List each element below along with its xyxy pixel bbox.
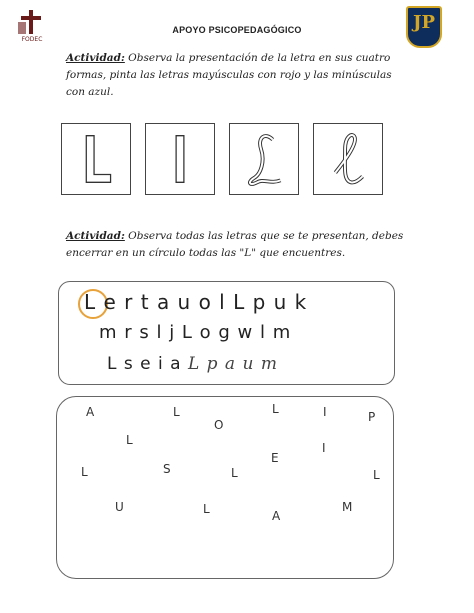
scatter-letter[interactable]: L — [173, 405, 180, 419]
activity-1-text: Observa la presentación de la letra en sus cuatro formas, pinta las letras mayúsculas con rojo y las minúsculas con azul. — [66, 52, 392, 98]
scatter-letter[interactable]: L — [203, 502, 210, 516]
scatter-letter[interactable]: S — [163, 462, 171, 476]
letter-row-3-cursive: L p a u m — [187, 354, 278, 374]
activity-1-instruction — [66, 50, 406, 101]
activity-2-instruction — [66, 228, 406, 262]
scatter-letter[interactable]: U — [115, 500, 124, 514]
letter-row-1: L e r t a u o l L p u k — [84, 290, 308, 314]
scatter-letter[interactable]: A — [86, 405, 95, 419]
scatter-letter[interactable]: I — [323, 405, 327, 419]
letter-row-3 — [107, 354, 278, 374]
outline-letter-uppercase-cursive — [230, 124, 298, 194]
scatter-letter[interactable]: I — [322, 441, 326, 455]
scatter-letter[interactable]: L — [373, 468, 380, 482]
letter-box-lowercase-print — [145, 123, 215, 195]
scatter-letter[interactable]: E — [271, 451, 279, 465]
scatter-letter[interactable]: L — [126, 433, 133, 447]
scatter-letter[interactable]: A — [272, 509, 281, 523]
activity-2-text: Observa todas las letras que se te presentan, debes encerrar en un círculo todas las "L" que encuentres. — [66, 230, 404, 259]
scattered-letters-box — [56, 396, 394, 579]
letter-row-3-print: L s e i a — [107, 354, 188, 374]
scatter-letter[interactable]: O — [214, 418, 224, 432]
letter-box-lowercase-cursive — [313, 123, 383, 195]
scatter-letter[interactable]: L — [81, 465, 88, 479]
letter-box-uppercase-cursive — [229, 123, 299, 195]
scatter-letter[interactable]: L — [272, 402, 279, 416]
page-title: APOYO PSICOPEDAGÓGICO — [172, 25, 302, 35]
letter-box-uppercase-print — [61, 123, 131, 195]
scatter-letter[interactable]: L — [231, 466, 238, 480]
activity-2-lead: Actividad: — [66, 230, 125, 242]
outline-letter-lowercase-print — [146, 124, 214, 194]
outline-letter-uppercase-print — [62, 124, 130, 194]
scatter-letter[interactable]: P — [368, 410, 376, 424]
school-logo-right — [406, 6, 442, 48]
logo-right-monogram: JP — [412, 12, 436, 33]
outline-letter-lowercase-cursive — [314, 124, 382, 194]
scatter-letter[interactable]: M — [342, 500, 353, 514]
activity-1-lead: Actividad: — [66, 52, 125, 64]
logo-left-label: FODEC — [21, 36, 43, 43]
letter-row-2: m r s l j L o g w l m — [99, 322, 292, 343]
